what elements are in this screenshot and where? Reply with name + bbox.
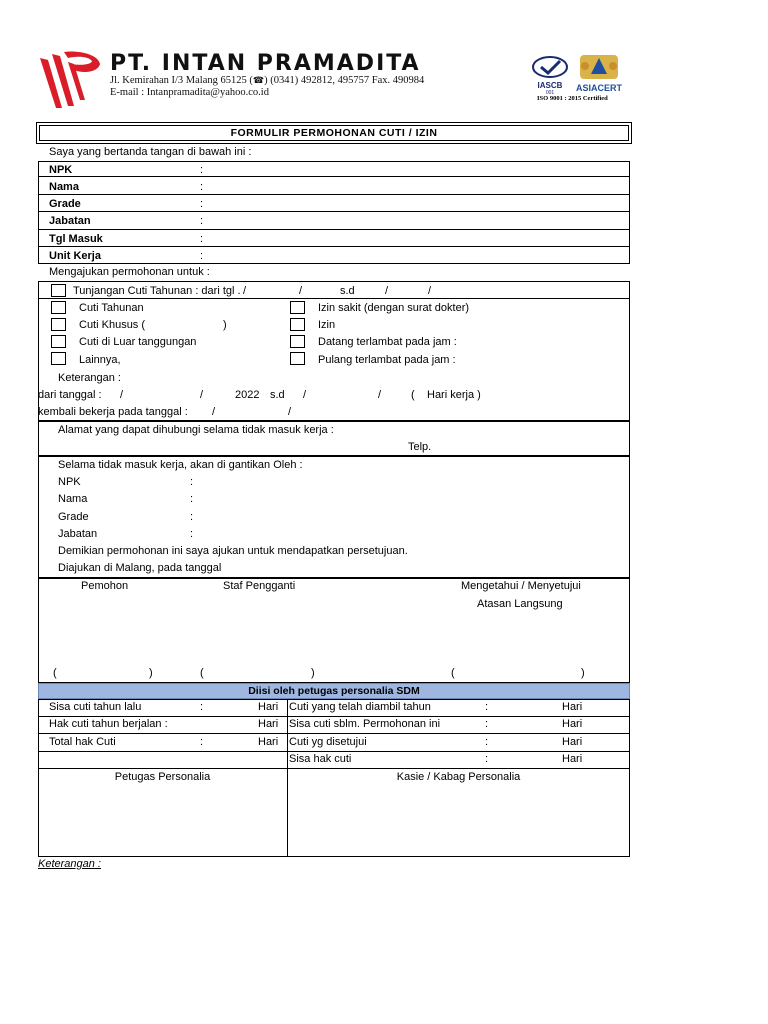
iascb-check-icon [530, 55, 570, 79]
sdm-left-colon-1: : [200, 701, 204, 713]
checkbox-tunjangan[interactable] [51, 284, 66, 297]
tunjangan-slash-4: / [428, 285, 432, 297]
checkbox-pulang-terlambat[interactable] [290, 352, 305, 365]
sdm-right-hari-1: Hari [562, 701, 583, 713]
option-cuti-khusus: Cuti Khusus ( [79, 319, 146, 331]
option-tunjangan: Tunjangan Cuti Tahunan : dari tgl . [73, 285, 241, 297]
label-tgl-masuk: Tgl Masuk [49, 233, 103, 245]
sdm-right-hari-2: Hari [562, 718, 583, 730]
pengganti-colon-jabatan: : [190, 528, 194, 540]
sign-pemohon: Pemohon [81, 580, 129, 592]
checkbox-cuti-khusus[interactable] [51, 318, 66, 331]
dari-tanggal-label: dari tanggal : [38, 389, 102, 401]
sdm-kasie: Kasie / Kabag Personalia [396, 771, 521, 783]
sdm-right-colon-2: : [485, 718, 489, 730]
tunjangan-slash-1: / [243, 285, 247, 297]
hari-kerja-open: ( [411, 389, 415, 401]
diajukan-text: Diajukan di Malang, pada tanggal [58, 562, 222, 574]
pengganti-npk: NPK [58, 476, 81, 488]
sign-pemohon-close: ) [149, 667, 153, 679]
colon-tgl-masuk: : [200, 233, 204, 245]
sdm-right-colon-3: : [485, 736, 489, 748]
sdm-left-colon-3: : [200, 736, 204, 748]
sdm-right-row-1: Cuti yang telah diambil tahun [289, 701, 431, 713]
label-grade: Grade [49, 198, 81, 210]
pengganti-jabatan: Jabatan [58, 528, 98, 540]
tunjangan-sd: s.d [340, 285, 355, 297]
tunjangan-slash-2: / [299, 285, 303, 297]
label-npk: NPK [49, 164, 73, 176]
company-name: PT. INTAN PRAMADITA [110, 51, 421, 76]
sign-atasan: Atasan Langsung [477, 598, 563, 610]
pengganti-nama: Nama [58, 493, 88, 505]
phone-icon: ☎ [252, 75, 265, 85]
sign-mengetahui: Mengetahui / Menyetujui [461, 580, 581, 592]
tunjangan-slash-3: / [385, 285, 389, 297]
sdm-right-colon-4: : [485, 753, 489, 765]
dari-slash-1: / [120, 389, 124, 401]
sdm-left-hari-1: Hari [258, 701, 279, 713]
asiacert-text: ASIACERT [575, 83, 622, 93]
colon-grade: : [200, 198, 204, 210]
pengganti-intro: Selama tidak masuk kerja, akan di gantikan Oleh : [58, 459, 303, 471]
company-email: E-mail : Intanpramadita@yahoo.co.id [110, 87, 269, 98]
hari-kerja-label: Hari kerja ) [427, 389, 481, 401]
sdm-right-row-2: Sisa cuti sblm. Permohonan ini [289, 718, 441, 730]
colon-nama: : [200, 181, 204, 193]
pengganti-box [38, 456, 630, 578]
sdm-right-hari-4: Hari [562, 753, 583, 765]
option-izin: Izin [318, 319, 336, 331]
sign-atasan-open: ( [451, 667, 455, 679]
address-line-1b: ) (0341) 492812, 495757 Fax. 490984 [264, 75, 425, 86]
sign-staf-pengganti: Staf Pengganti [223, 580, 296, 592]
checkbox-izin[interactable] [290, 318, 305, 331]
option-cuti-luar: Cuti di Luar tanggungan [79, 336, 197, 348]
checkbox-cuti-tahunan[interactable] [51, 301, 66, 314]
intro-text: Saya yang bertanda tangan di bawah ini : [49, 146, 252, 158]
dari-sd: s.d [270, 389, 285, 401]
colon-npk: : [200, 164, 204, 176]
label-jabatan: Jabatan [49, 215, 91, 227]
label-unit-kerja: Unit Kerja [49, 250, 101, 262]
sign-atasan-close: ) [581, 667, 585, 679]
iso-caption: ISO 9001 : 2015 Certified [537, 95, 608, 102]
sdm-header: Diisi oleh petugas personalia SDM [38, 683, 630, 699]
dari-slash-3: / [303, 389, 307, 401]
company-logo [38, 50, 102, 108]
colon-jabatan: : [200, 215, 204, 227]
sdm-right-hari-3: Hari [562, 736, 583, 748]
checkbox-cuti-luar[interactable] [51, 335, 66, 348]
dari-slash-4: / [378, 389, 382, 401]
sdm-right-colon-1: : [485, 701, 489, 713]
iascb-logo [530, 55, 570, 96]
checkbox-datang-terlambat[interactable] [290, 335, 305, 348]
kembali-slash-2: / [288, 406, 292, 418]
sign-pemohon-open: ( [53, 667, 57, 679]
sdm-left-row-3: Total hak Cuti [49, 736, 116, 748]
sdm-left-row-1: Sisa cuti tahun lalu [49, 701, 142, 713]
sdm-left-hari-2: Hari [258, 718, 279, 730]
sdm-right-row-3: Cuti yg disetujui [289, 736, 367, 748]
sign-staf-close: ) [311, 667, 315, 679]
dari-slash-2: / [200, 389, 204, 401]
request-label: Mengajukan permohonan untuk : [49, 266, 210, 278]
iascb-text: IASCB [537, 81, 563, 90]
option-pulang-terlambat: Pulang terlambat pada jam : [318, 354, 456, 366]
colon-unit-kerja: : [200, 250, 204, 262]
pengganti-colon-nama: : [190, 493, 194, 505]
cuti-khusus-close: ) [223, 319, 227, 331]
sdm-left-hari-3: Hari [258, 736, 279, 748]
iascb-sub: 001 [545, 90, 555, 96]
kembali-label: kembali bekerja pada tanggal : [38, 406, 188, 418]
telp-label: Telp. [408, 441, 432, 453]
asiacert-logo [574, 52, 624, 92]
kembali-slash-1: / [212, 406, 216, 418]
checkbox-lainnya[interactable] [51, 352, 66, 365]
alamat-label: Alamat yang dapat dihubungi selama tidak masuk kerja : [58, 424, 334, 436]
keterangan-label: Keterangan : [58, 372, 121, 384]
option-lainnya: Lainnya, [79, 354, 121, 366]
pengganti-grade: Grade [58, 511, 89, 523]
signature-box [38, 578, 630, 683]
footer-keterangan: Keterangan : [38, 858, 101, 870]
option-izin-sakit: Izin sakit (dengan surat dokter) [318, 302, 470, 314]
form-title: FORMULIR PERMOHONAN CUTI / IZIN [230, 127, 438, 139]
sdm-petugas: Petugas Personalia [114, 771, 211, 783]
option-cuti-tahunan: Cuti Tahunan [79, 302, 144, 314]
pengganti-colon-grade: : [190, 511, 194, 523]
option-datang-terlambat: Datang terlambat pada jam : [318, 336, 457, 348]
asiacert-emblem-icon [574, 52, 624, 80]
company-address [110, 75, 424, 86]
dari-year: 2022 [235, 389, 260, 401]
address-line-1: Jl. Kemirahan I/3 Malang 65125 ( [110, 75, 253, 86]
sign-staf-open: ( [200, 667, 204, 679]
sdm-right-row-4: Sisa hak cuti [289, 753, 352, 765]
checkbox-izin-sakit[interactable] [290, 301, 305, 314]
label-nama: Nama [49, 181, 79, 193]
pengganti-colon-npk: : [190, 476, 194, 488]
sdm-left-row-2: Hak cuti tahun berjalan : [49, 718, 168, 730]
demikian-text: Demikian permohonan ini saya ajukan untuk mendapatkan persetujuan. [58, 545, 408, 557]
